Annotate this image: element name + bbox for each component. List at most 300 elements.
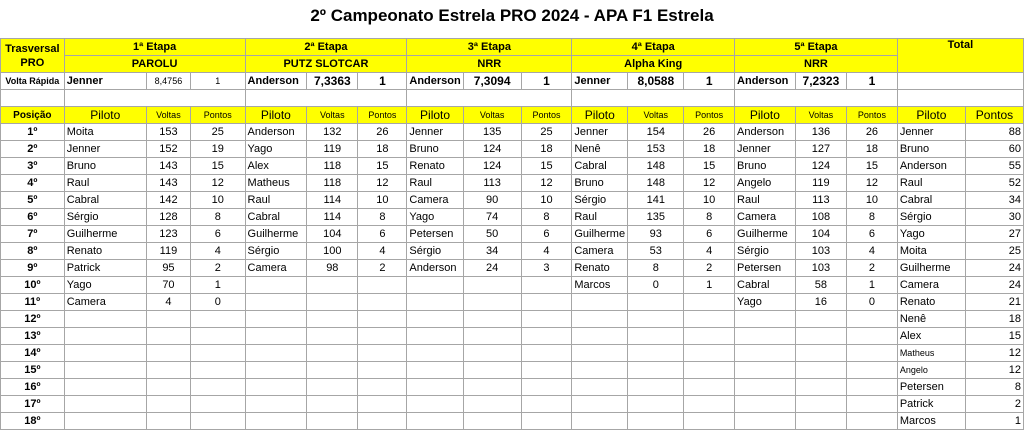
driver-cell: [245, 379, 307, 396]
driver-cell: [735, 413, 796, 430]
total-points-cell: 27: [965, 226, 1023, 243]
laps-cell: [307, 345, 358, 362]
stage-4-name: 4ª Etapa: [572, 39, 735, 56]
table-row: [1, 379, 1024, 396]
driver-header: Piloto: [572, 107, 628, 124]
laps-cell: 148: [628, 175, 684, 192]
points-cell: [191, 311, 246, 328]
laps-cell: [463, 311, 521, 328]
points-cell: [521, 362, 572, 379]
laps-cell: 100: [307, 243, 358, 260]
laps-cell: [307, 328, 358, 345]
spacer-row: [1, 90, 1024, 107]
points-cell: [358, 311, 407, 328]
points-cell: 10: [521, 192, 572, 209]
total-driver-cell: Cabral: [897, 192, 965, 209]
fast-lap-time: 8,0588: [628, 73, 684, 90]
driver-cell: [64, 345, 146, 362]
laps-cell: [795, 345, 846, 362]
driver-header: Piloto: [897, 107, 965, 124]
driver-cell: [735, 379, 796, 396]
points-cell: [358, 413, 407, 430]
points-cell: [684, 379, 735, 396]
points-cell: 19: [191, 141, 246, 158]
points-cell: 1: [847, 277, 898, 294]
total-driver-cell: Anderson: [897, 158, 965, 175]
points-cell: 1: [684, 277, 735, 294]
points-cell: 4: [521, 243, 572, 260]
points-cell: 2: [847, 260, 898, 277]
laps-header: Voltas: [146, 107, 190, 124]
position-cell: 14º: [1, 345, 65, 362]
total-driver-cell: Angelo: [897, 362, 965, 379]
driver-cell: [245, 362, 307, 379]
driver-cell: Anderson: [735, 124, 796, 141]
points-cell: 18: [847, 141, 898, 158]
driver-cell: Cabral: [245, 209, 307, 226]
points-cell: [847, 311, 898, 328]
laps-cell: 135: [463, 124, 521, 141]
total-points-cell: 30: [965, 209, 1023, 226]
points-cell: 2: [191, 260, 246, 277]
table-row: [1, 396, 1024, 413]
driver-cell: [245, 277, 307, 294]
table-row: [1, 141, 1024, 158]
table-row: [1, 260, 1024, 277]
table-row: [1, 294, 1024, 311]
laps-cell: 119: [146, 243, 190, 260]
total-points-cell: 52: [965, 175, 1023, 192]
total-driver-cell: Matheus: [897, 345, 965, 362]
table-row: [1, 277, 1024, 294]
points-cell: [847, 379, 898, 396]
column-header-row: [1, 107, 1024, 124]
laps-cell: 58: [795, 277, 846, 294]
spacer-cell: [735, 90, 898, 107]
driver-cell: Yago: [407, 209, 463, 226]
position-cell: 9º: [1, 260, 65, 277]
stage-2-name: 2ª Etapa: [245, 39, 407, 56]
points-cell: [521, 294, 572, 311]
points-cell: 8: [847, 209, 898, 226]
position-cell: 16º: [1, 379, 65, 396]
points-cell: 18: [684, 141, 735, 158]
driver-cell: [407, 379, 463, 396]
traversal-line2: PRO: [20, 56, 45, 69]
points-cell: [358, 379, 407, 396]
points-cell: 2: [358, 260, 407, 277]
driver-cell: Guilherme: [245, 226, 307, 243]
spacer-cell: [897, 90, 1023, 107]
laps-cell: 50: [463, 226, 521, 243]
stage-3-track: NRR: [407, 56, 572, 73]
laps-cell: 141: [628, 192, 684, 209]
driver-cell: [735, 396, 796, 413]
laps-cell: 142: [146, 192, 190, 209]
points-cell: [847, 328, 898, 345]
total-points-cell: 15: [965, 328, 1023, 345]
driver-header: Piloto: [407, 107, 463, 124]
driver-cell: [407, 345, 463, 362]
total-points-cell: 24: [965, 260, 1023, 277]
driver-cell: Jenner: [735, 141, 796, 158]
laps-cell: [795, 311, 846, 328]
laps-cell: [628, 294, 684, 311]
position-cell: 5º: [1, 192, 65, 209]
spacer-cell: [64, 90, 245, 107]
spacer-cell: [1, 90, 65, 107]
total-points-cell: 8: [965, 379, 1023, 396]
laps-cell: [628, 379, 684, 396]
driver-cell: Anderson: [407, 260, 463, 277]
points-cell: 25: [191, 124, 246, 141]
points-cell: [521, 413, 572, 430]
points-cell: [358, 277, 407, 294]
total-driver-cell: Jenner: [897, 124, 965, 141]
driver-cell: [572, 294, 628, 311]
laps-cell: 124: [463, 141, 521, 158]
laps-cell: [795, 379, 846, 396]
points-cell: 2: [684, 260, 735, 277]
laps-cell: [463, 294, 521, 311]
position-cell: 4º: [1, 175, 65, 192]
points-cell: 8: [684, 209, 735, 226]
points-cell: [358, 328, 407, 345]
laps-cell: 16: [795, 294, 846, 311]
driver-cell: Bruno: [407, 141, 463, 158]
laps-cell: [463, 379, 521, 396]
driver-cell: Petersen: [407, 226, 463, 243]
driver-cell: [407, 362, 463, 379]
points-cell: 15: [684, 158, 735, 175]
driver-cell: Jenner: [64, 141, 146, 158]
driver-cell: Bruno: [735, 158, 796, 175]
driver-cell: Camera: [407, 192, 463, 209]
laps-cell: 118: [307, 158, 358, 175]
driver-cell: [407, 311, 463, 328]
driver-cell: Anderson: [245, 124, 307, 141]
fast-lap-total-empty: [897, 73, 1023, 90]
points-cell: [684, 328, 735, 345]
points-cell: 4: [358, 243, 407, 260]
driver-cell: Sérgio: [572, 192, 628, 209]
driver-cell: Patrick: [64, 260, 146, 277]
driver-cell: Raul: [64, 175, 146, 192]
laps-cell: 136: [795, 124, 846, 141]
points-cell: 0: [847, 294, 898, 311]
stage-5-name: 5ª Etapa: [735, 39, 898, 56]
points-cell: 18: [521, 141, 572, 158]
points-cell: [684, 362, 735, 379]
table-row: [1, 413, 1024, 430]
position-cell: 15º: [1, 362, 65, 379]
total-points-cell: 24: [965, 277, 1023, 294]
driver-cell: [64, 328, 146, 345]
total-points-cell: 60: [965, 141, 1023, 158]
driver-cell: Jenner: [407, 124, 463, 141]
laps-cell: 143: [146, 175, 190, 192]
total-driver-cell: Moita: [897, 243, 965, 260]
driver-cell: Camera: [245, 260, 307, 277]
driver-cell: [64, 413, 146, 430]
laps-header: Voltas: [307, 107, 358, 124]
laps-cell: 103: [795, 260, 846, 277]
laps-cell: [628, 396, 684, 413]
points-cell: 10: [684, 192, 735, 209]
driver-cell: Sérgio: [407, 243, 463, 260]
fast-lap-points: 1: [191, 73, 246, 90]
driver-cell: Raul: [572, 209, 628, 226]
table-row: [1, 243, 1024, 260]
points-cell: 8: [191, 209, 246, 226]
driver-cell: [245, 413, 307, 430]
fast-lap-points: 1: [358, 73, 407, 90]
laps-cell: 74: [463, 209, 521, 226]
driver-cell: [64, 379, 146, 396]
driver-cell: Raul: [245, 192, 307, 209]
fast-lap-time: 7,3094: [463, 73, 521, 90]
position-cell: 8º: [1, 243, 65, 260]
driver-cell: [735, 328, 796, 345]
position-cell: 12º: [1, 311, 65, 328]
driver-cell: [407, 413, 463, 430]
points-cell: 12: [358, 175, 407, 192]
driver-cell: Bruno: [572, 175, 628, 192]
points-cell: [358, 294, 407, 311]
table-row: [1, 226, 1024, 243]
driver-cell: Renato: [572, 260, 628, 277]
standings-table: [0, 38, 1024, 430]
total-points-cell: 18: [965, 311, 1023, 328]
total-points-cell: 34: [965, 192, 1023, 209]
points-cell: [521, 277, 572, 294]
laps-cell: 154: [628, 124, 684, 141]
driver-cell: Marcos: [572, 277, 628, 294]
points-cell: [521, 311, 572, 328]
points-cell: 26: [358, 124, 407, 141]
points-cell: [191, 345, 246, 362]
driver-cell: Jenner: [572, 124, 628, 141]
driver-cell: [572, 362, 628, 379]
laps-cell: 128: [146, 209, 190, 226]
position-cell: 6º: [1, 209, 65, 226]
driver-cell: [64, 311, 146, 328]
driver-cell: [245, 311, 307, 328]
total-header: Total: [897, 39, 1023, 73]
total-driver-cell: Guilherme: [897, 260, 965, 277]
points-cell: [521, 328, 572, 345]
points-header: Pontos: [847, 107, 898, 124]
points-cell: [191, 379, 246, 396]
total-driver-cell: Camera: [897, 277, 965, 294]
driver-cell: [64, 396, 146, 413]
points-cell: [847, 413, 898, 430]
points-cell: [521, 379, 572, 396]
total-points-cell: 1: [965, 413, 1023, 430]
driver-cell: Raul: [407, 175, 463, 192]
points-cell: [684, 396, 735, 413]
laps-cell: 104: [307, 226, 358, 243]
driver-cell: Raul: [735, 192, 796, 209]
points-cell: 6: [358, 226, 407, 243]
points-header: Pontos: [965, 107, 1023, 124]
driver-cell: [735, 345, 796, 362]
position-cell: 7º: [1, 226, 65, 243]
driver-cell: Petersen: [735, 260, 796, 277]
position-cell: 3º: [1, 158, 65, 175]
laps-cell: [628, 413, 684, 430]
points-cell: [847, 345, 898, 362]
laps-cell: 127: [795, 141, 846, 158]
driver-cell: [572, 379, 628, 396]
laps-cell: 103: [795, 243, 846, 260]
driver-cell: [407, 328, 463, 345]
driver-cell: Alex: [245, 158, 307, 175]
driver-cell: Sérgio: [64, 209, 146, 226]
points-header: Pontos: [191, 107, 246, 124]
laps-cell: [307, 294, 358, 311]
laps-cell: 104: [795, 226, 846, 243]
laps-cell: [146, 311, 190, 328]
laps-cell: [146, 345, 190, 362]
points-cell: [191, 396, 246, 413]
points-cell: [847, 396, 898, 413]
points-cell: 10: [191, 192, 246, 209]
total-driver-cell: Petersen: [897, 379, 965, 396]
points-cell: 12: [191, 175, 246, 192]
fast-lap-points: 1: [847, 73, 898, 90]
points-cell: [191, 362, 246, 379]
driver-cell: Bruno: [64, 158, 146, 175]
points-cell: 15: [358, 158, 407, 175]
points-cell: 15: [847, 158, 898, 175]
stage-header-row: [1, 39, 1024, 56]
laps-cell: 135: [628, 209, 684, 226]
table-row: [1, 345, 1024, 362]
points-cell: 12: [521, 175, 572, 192]
points-header: Pontos: [521, 107, 572, 124]
points-cell: [684, 413, 735, 430]
points-cell: 1: [191, 277, 246, 294]
laps-header: Voltas: [795, 107, 846, 124]
laps-cell: 153: [628, 141, 684, 158]
laps-cell: 90: [463, 192, 521, 209]
total-driver-cell: Nenê: [897, 311, 965, 328]
driver-cell: Guilherme: [64, 226, 146, 243]
driver-cell: Renato: [407, 158, 463, 175]
laps-cell: [307, 277, 358, 294]
total-points-cell: 55: [965, 158, 1023, 175]
stage-5-track: NRR: [735, 56, 898, 73]
laps-header: Voltas: [463, 107, 521, 124]
points-cell: 6: [191, 226, 246, 243]
laps-cell: 8: [628, 260, 684, 277]
points-cell: 6: [684, 226, 735, 243]
laps-cell: 114: [307, 192, 358, 209]
laps-cell: [795, 328, 846, 345]
total-points-cell: 2: [965, 396, 1023, 413]
driver-cell: Cabral: [64, 192, 146, 209]
driver-cell: [735, 311, 796, 328]
total-driver-cell: Renato: [897, 294, 965, 311]
fast-lap-driver: Anderson: [245, 73, 307, 90]
laps-cell: [146, 396, 190, 413]
position-header: Posição: [1, 107, 65, 124]
laps-cell: [628, 328, 684, 345]
laps-cell: [307, 396, 358, 413]
points-cell: [521, 396, 572, 413]
fast-lap-driver: Anderson: [735, 73, 796, 90]
laps-cell: 93: [628, 226, 684, 243]
laps-cell: 148: [628, 158, 684, 175]
driver-cell: Matheus: [245, 175, 307, 192]
laps-cell: 123: [146, 226, 190, 243]
points-cell: [847, 362, 898, 379]
points-cell: 15: [191, 158, 246, 175]
driver-cell: [572, 328, 628, 345]
points-cell: [191, 328, 246, 345]
points-cell: [358, 396, 407, 413]
points-cell: [521, 345, 572, 362]
fast-lap-time: 7,3363: [307, 73, 358, 90]
points-cell: 26: [847, 124, 898, 141]
points-cell: [684, 311, 735, 328]
driver-cell: [245, 345, 307, 362]
laps-cell: 34: [463, 243, 521, 260]
points-cell: 18: [358, 141, 407, 158]
spacer-cell: [572, 90, 735, 107]
points-cell: 4: [191, 243, 246, 260]
points-cell: 10: [847, 192, 898, 209]
laps-cell: 53: [628, 243, 684, 260]
table-row: [1, 311, 1024, 328]
points-cell: 8: [521, 209, 572, 226]
driver-cell: Camera: [572, 243, 628, 260]
points-cell: [358, 362, 407, 379]
total-driver-cell: Patrick: [897, 396, 965, 413]
points-cell: 8: [358, 209, 407, 226]
points-cell: 10: [358, 192, 407, 209]
laps-cell: 124: [463, 158, 521, 175]
total-points-cell: 21: [965, 294, 1023, 311]
driver-cell: Yago: [245, 141, 307, 158]
driver-cell: [572, 413, 628, 430]
total-driver-cell: Bruno: [897, 141, 965, 158]
table-row: [1, 192, 1024, 209]
driver-cell: [407, 294, 463, 311]
driver-cell: Nenê: [572, 141, 628, 158]
driver-cell: [407, 277, 463, 294]
laps-cell: 119: [307, 141, 358, 158]
fast-lap-time: 7,2323: [795, 73, 846, 90]
laps-cell: 4: [146, 294, 190, 311]
laps-cell: [795, 396, 846, 413]
spacer-cell: [407, 90, 572, 107]
laps-cell: [463, 396, 521, 413]
total-driver-cell: Marcos: [897, 413, 965, 430]
driver-cell: Sérgio: [735, 243, 796, 260]
driver-header: Piloto: [245, 107, 307, 124]
fast-lap-points: 1: [684, 73, 735, 90]
total-points-cell: 25: [965, 243, 1023, 260]
spacer-cell: [245, 90, 407, 107]
driver-cell: Camera: [735, 209, 796, 226]
points-cell: [358, 345, 407, 362]
laps-cell: [463, 277, 521, 294]
driver-header: Piloto: [735, 107, 796, 124]
points-header: Pontos: [684, 107, 735, 124]
laps-cell: 113: [463, 175, 521, 192]
